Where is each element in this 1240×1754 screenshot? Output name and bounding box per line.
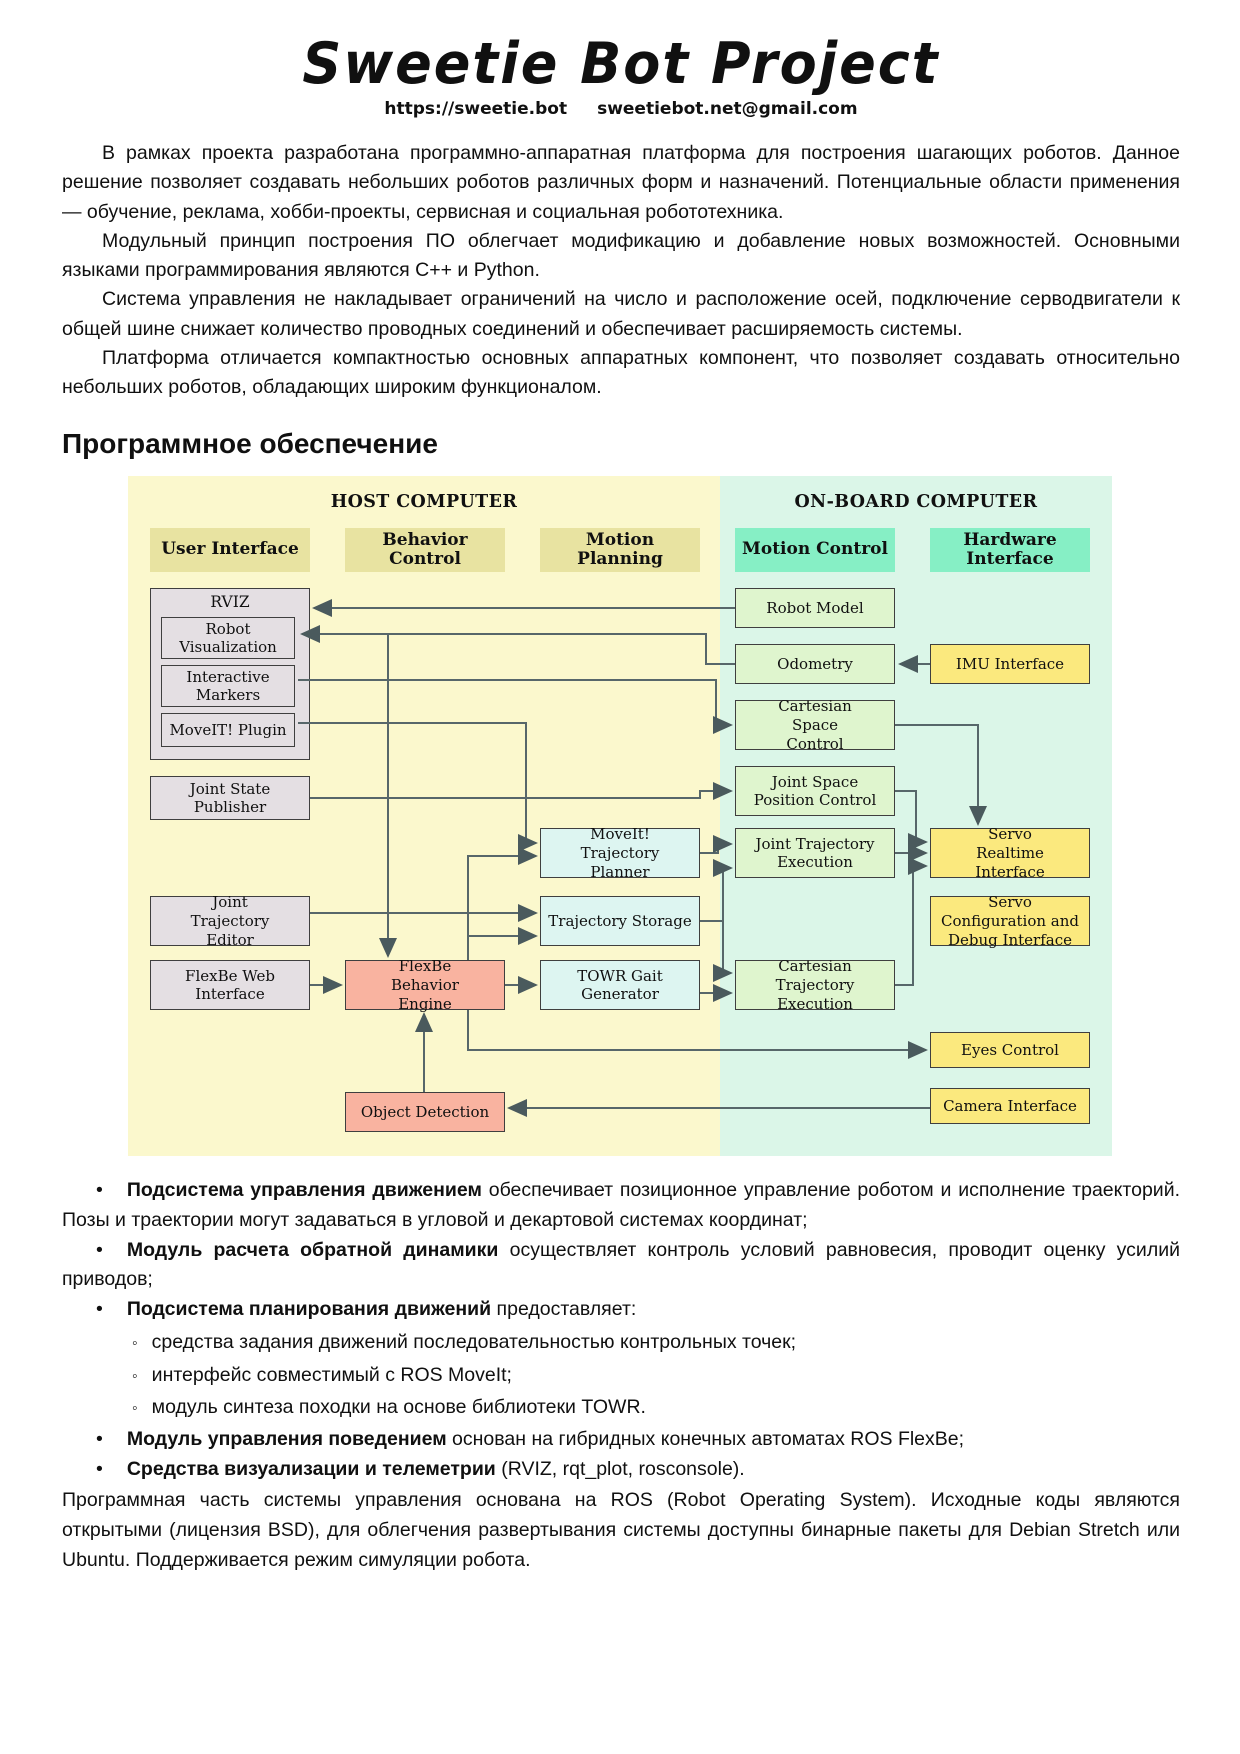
features-list bbox=[62, 1176, 1180, 1575]
diagram-box-camera-interface: Camera Interface bbox=[930, 1088, 1090, 1124]
diagram-box-flexbe-behavior-engine: FlexBe Behavior Engine bbox=[345, 960, 505, 1010]
bullet-marker: • bbox=[96, 1179, 103, 1202]
diagram-box-towr-gait-generator: TOWR Gait Generator bbox=[540, 960, 700, 1010]
project-url: https://sweetie.bot bbox=[384, 99, 568, 119]
sub-bullet-marker: ◦ bbox=[132, 1367, 138, 1385]
bullet-marker: • bbox=[96, 1238, 103, 1261]
diagram-box-joint-trajectory-execution: Joint Trajectory Execution bbox=[735, 828, 895, 878]
diagram-box-object-detection: Object Detection bbox=[345, 1092, 505, 1132]
feature-subitem-towr: ◦ модуль синтеза походки на основе библиотеки TOWR. bbox=[132, 1395, 646, 1418]
bullet-marker: • bbox=[96, 1428, 103, 1451]
host-computer-label: HOST COMPUTER bbox=[330, 492, 518, 513]
diagram-box-cartesian-trajectory-execution: Cartesian Trajectory Execution bbox=[735, 960, 895, 1010]
intro-paragraph-1: В рамках проекта разработана программно-аппаратная платформа для построения шагающих роботов. Данное решение позволяет создавать небольших роботов различных форм и назначений. Потенциальные области применения — обучение, реклама, хобби-проекты, сервисная и социальная робототехника. bbox=[62, 142, 1180, 223]
diagram-box-trajectory-storage: Trajectory Storage bbox=[540, 896, 700, 946]
project-email: sweetiebot.net@gmail.com bbox=[597, 99, 858, 119]
diagram-box-robot-visualization: Robot Visualization bbox=[161, 617, 295, 659]
feature-item-visualization: • Средства визуализации и телеметрии (RVIZ, rqt_plot, rosconsole). bbox=[96, 1457, 745, 1480]
column-header-motion-control: Motion Control bbox=[735, 528, 895, 572]
diagram-box-imu-interface: IMU Interface bbox=[930, 644, 1090, 684]
diagram-box-servo-config-debug-interface: Servo Configuration and Debug Interface bbox=[930, 896, 1090, 946]
column-header-hardware-interface: Hardware Interface bbox=[930, 528, 1090, 572]
diagram-box-interactive-markers: Interactive Markers bbox=[161, 665, 295, 707]
column-header-user-interface: User Interface bbox=[150, 528, 310, 572]
feature-item-motion-control: • Подсистема управления движением обеспечивает позиционное управление роботом и исполнение траекторий. Позы и траектории могут задаваться в угловой и декартовой системах координат; bbox=[62, 1179, 1180, 1231]
intro-paragraph-2: Модульный принцип построения ПО облегчает модификацию и добавление новых возможностей. Основными языками программирования являются C++ и Python. bbox=[62, 229, 1180, 281]
diagram-box-robot-model: Robot Model bbox=[735, 588, 895, 628]
column-header-behavior-control: Behavior Control bbox=[345, 528, 505, 572]
diagram-box-joint-state-publisher: Joint State Publisher bbox=[150, 776, 310, 820]
section-title: Программное обеспечение bbox=[62, 428, 438, 460]
feature-item-motion-planning: • Подсистема планирования движений предоставляет: bbox=[96, 1297, 637, 1320]
feature-subitem-moveit: ◦ интерфейс совместимый с ROS MoveIt; bbox=[132, 1363, 512, 1386]
bullet-marker: • bbox=[96, 1297, 103, 1320]
contacts-line bbox=[62, 99, 1180, 119]
rviz-label: RVIZ bbox=[210, 593, 250, 612]
intro-paragraph-4: Платформа отличается компактностью основных аппаратных компонент, что позволяет создавать относительно небольших роботов, обладающих широким функционалом. bbox=[62, 346, 1180, 398]
diagram-box-joint-trajectory-editor: Joint Trajectory Editor bbox=[150, 896, 310, 946]
diagram-box-joint-space-position-control: Joint Space Position Control bbox=[735, 766, 895, 816]
diagram-box-eyes-control: Eyes Control bbox=[930, 1032, 1090, 1068]
diagram-box-servo-realtime-interface: Servo Realtime Interface bbox=[930, 828, 1090, 878]
column-header-motion-planning: Motion Planning bbox=[540, 528, 700, 572]
diagram-box-rviz bbox=[150, 588, 310, 760]
closing-paragraph: Программная часть системы управления основана на ROS (Robot Operating System). Исходные коды являются открытыми (лицензия BSD), для облегчения развертывания системы доступны бинарные пакеты для Debian Stretch или Ubuntu. Поддерживается режим симуляции робота. bbox=[62, 1489, 1180, 1571]
software-architecture-diagram bbox=[128, 476, 1112, 1156]
feature-subitem-checkpoints: ◦ средства задания движений последовательностью контрольных точек; bbox=[132, 1331, 797, 1354]
onboard-computer-label: ON-BOARD COMPUTER bbox=[794, 492, 1038, 513]
feature-item-inverse-dynamics: • Модуль расчета обратной динамики осуществляет контроль условий равновесия, проводит оценку усилий приводов; bbox=[62, 1238, 1180, 1291]
diagram-box-cartesian-space-control: Cartesian Space Control bbox=[735, 700, 895, 750]
diagram-box-moveit-plugin: MoveIT! Plugin bbox=[161, 713, 295, 747]
diagram-box-odometry: Odometry bbox=[735, 644, 895, 684]
intro-paragraph-3: Система управления не накладывает ограничений на число и расположение осей, подключение серводвигатели к общей шине снижает количество проводных соединений и обеспечивает расширяемость системы. bbox=[62, 288, 1180, 340]
page-title: Sweetie Bot Project bbox=[302, 30, 940, 97]
bullet-marker: • bbox=[96, 1457, 103, 1480]
sub-bullet-marker: ◦ bbox=[132, 1399, 138, 1417]
diagram-box-moveit-trajectory-planner: MoveIt! Trajectory Planner bbox=[540, 828, 700, 878]
diagram-box-flexbe-web-interface: FlexBe Web Interface bbox=[150, 960, 310, 1010]
sub-bullet-marker: ◦ bbox=[132, 1335, 138, 1353]
feature-item-behavior: • Модуль управления поведением основан на гибридных конечных автоматах ROS FlexBe; bbox=[96, 1428, 965, 1451]
